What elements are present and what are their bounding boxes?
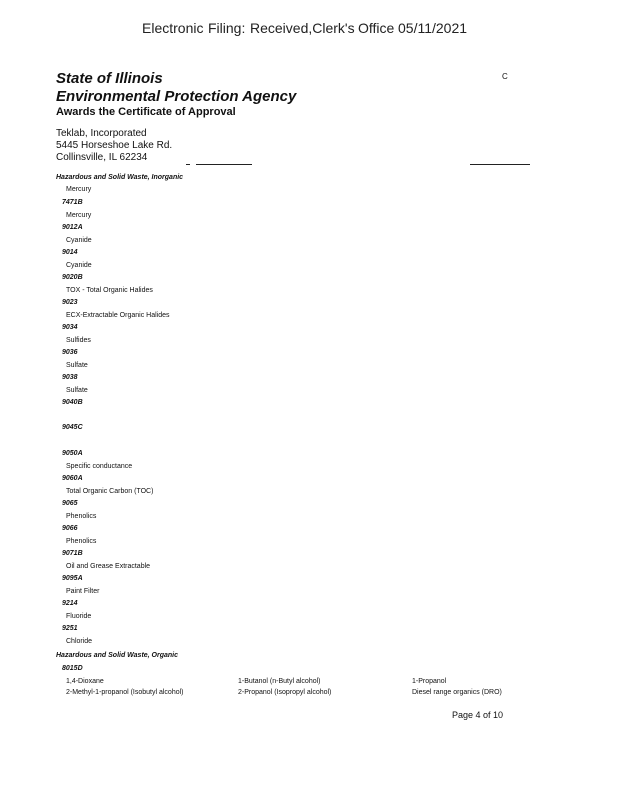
method-code: 9014 bbox=[62, 249, 78, 256]
method-code: 9095A bbox=[62, 575, 83, 582]
method-code: 9214 bbox=[62, 600, 78, 607]
method-code: 9071B bbox=[62, 550, 83, 557]
organic-analyte: 2-Propanol (Isopropyl alcohol) bbox=[238, 689, 332, 696]
corner-mark: C bbox=[502, 72, 508, 81]
lab-name: Teklab, Incorporated bbox=[56, 128, 147, 139]
method-code: 9023 bbox=[62, 299, 78, 306]
method-code: 9060A bbox=[62, 475, 83, 482]
method-analyte: TOX - Total Organic Halides bbox=[66, 287, 153, 294]
header-office: Office bbox=[358, 20, 395, 36]
method-code: 9045C bbox=[62, 424, 83, 431]
method-analyte: Mercury bbox=[66, 212, 92, 219]
method-analyte: Sulfate bbox=[66, 362, 88, 369]
signature-line-left bbox=[196, 164, 252, 165]
state-title: State of Illinois bbox=[56, 70, 163, 87]
page-number: Page 4 of 10 bbox=[452, 710, 504, 720]
organic-analyte: 1-Propanol bbox=[412, 678, 447, 685]
method-code: 9038 bbox=[62, 374, 78, 381]
header-electronic: Electronic bbox=[142, 20, 204, 36]
method-analyte: Cyanide bbox=[66, 237, 92, 244]
method-analyte: Specific conductance bbox=[66, 463, 133, 470]
awards-line: Awards the Certificate of Approval bbox=[56, 106, 236, 118]
method-analyte: ECX-Extractable Organic Halides bbox=[66, 312, 170, 319]
method-analyte: Fluoride bbox=[66, 613, 92, 620]
lead-analyte: Mercury bbox=[66, 186, 92, 193]
inorganic-heading: Hazardous and Solid Waste, Inorganic bbox=[56, 174, 184, 181]
method-analyte: Sulfate bbox=[66, 387, 88, 394]
method-code: 9040B bbox=[62, 399, 83, 406]
method-code: 9020B bbox=[62, 274, 83, 281]
method-analyte: Oil and Grease Extractable bbox=[66, 563, 151, 570]
method-code: 9065 bbox=[62, 500, 78, 507]
lab-street: 5445 Horseshoe Lake Rd. bbox=[56, 140, 173, 151]
agency-title: Environmental Protection Agency bbox=[56, 88, 297, 105]
organic-analyte: 1-Butanol (n-Butyl alcohol) bbox=[238, 678, 321, 685]
method-code: 9066 bbox=[62, 525, 78, 532]
method-code: 9034 bbox=[62, 324, 78, 331]
organic-analyte: 1,4-Dioxane bbox=[66, 678, 104, 685]
header-date: 05/11/2021 bbox=[398, 20, 468, 36]
header-received: Received,Clerk's bbox=[250, 20, 355, 36]
method-code: 9012A bbox=[62, 224, 83, 231]
method-analyte: Chloride bbox=[66, 638, 93, 645]
method-analyte: Sulfides bbox=[66, 337, 91, 344]
method-code: 7471B bbox=[62, 199, 83, 206]
signature-tick bbox=[186, 164, 190, 165]
method-analyte: Paint Filter bbox=[66, 588, 100, 595]
organic-analyte: Diesel range organics (DRO) bbox=[412, 689, 502, 696]
header-filing: Filing: bbox=[208, 20, 246, 36]
method-code: 9251 bbox=[62, 625, 78, 632]
signature-line-right bbox=[470, 164, 530, 165]
organic-heading: Hazardous and Solid Waste, Organic bbox=[56, 652, 179, 659]
organic-analyte: 2-Methyl-1-propanol (Isobutyl alcohol) bbox=[66, 689, 184, 696]
organic-method: 8015D bbox=[62, 665, 83, 672]
method-analyte: Phenolics bbox=[66, 538, 97, 545]
method-analyte: Cyanide bbox=[66, 262, 92, 269]
method-code: 9050A bbox=[62, 450, 83, 457]
method-analyte: Total Organic Carbon (TOC) bbox=[66, 488, 154, 495]
method-analyte: Phenolics bbox=[66, 513, 97, 520]
lab-city: Collinsville, IL 62234 bbox=[56, 152, 148, 163]
method-code: 9036 bbox=[62, 349, 78, 356]
